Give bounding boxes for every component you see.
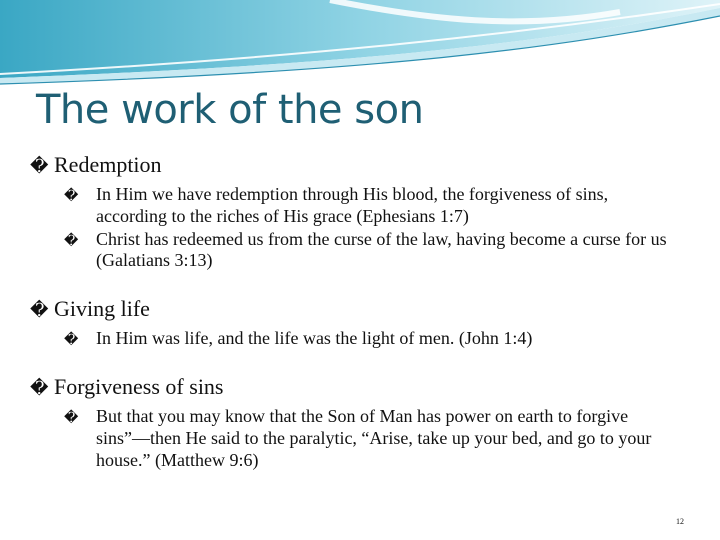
slide-title: The work of the son (36, 87, 424, 133)
list-item (64, 406, 680, 471)
list-item (64, 184, 680, 227)
bullet-icon: � (64, 411, 79, 427)
bullet-icon: � (30, 377, 49, 398)
bullet-icon: � (64, 233, 79, 249)
slide-body (30, 152, 680, 501)
list-item (64, 229, 680, 272)
section-heading: Giving life (54, 295, 150, 321)
section-heading: Redemption (54, 152, 162, 177)
bullet-icon: � (64, 189, 79, 205)
header-wave-decoration (0, 0, 720, 90)
bullet-icon: � (64, 333, 79, 349)
list-item-text: Christ has redeemed us from the curse of the law, having become a curse for us (Galatians 3:13) (96, 228, 667, 271)
bullet-icon: � (30, 299, 49, 320)
list-item (64, 328, 680, 350)
list-item-text: But that you may know that the Son of Man has power on earth to forgive sins”—then He said to the paralytic, “Arise, take up your bed, and go to your house.” (Matthew 9:6) (96, 406, 652, 470)
bullet-icon: � (30, 156, 49, 176)
section-heading: Forgiveness of sins (54, 373, 224, 399)
section-giving-life (30, 296, 680, 350)
page-number: 12 (676, 517, 684, 526)
list-item-text: In Him was life, and the life was the light of men. (John 1:4) (96, 328, 533, 349)
section-forgiveness (30, 374, 680, 471)
list-item-text: In Him we have redemption through His blood, the forgiveness of sins, according to the riches of His grace (Ephesians 1:7) (96, 184, 609, 226)
section-redemption (30, 152, 680, 272)
